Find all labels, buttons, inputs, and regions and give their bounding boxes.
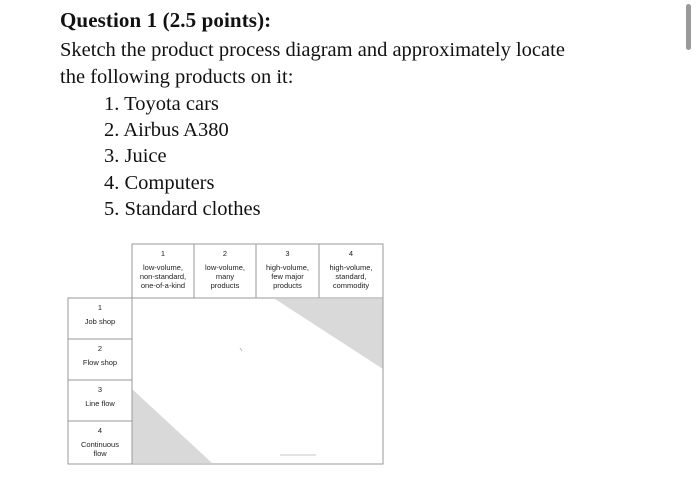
column-line-2: standard, xyxy=(335,272,367,281)
column-line-3: products xyxy=(273,281,302,290)
row-header xyxy=(68,385,132,408)
item-number: 4. xyxy=(104,171,120,194)
question-heading: Question 1 (2.5 points): xyxy=(60,8,272,32)
row-line-2: flow xyxy=(93,449,107,458)
item-text: Juice xyxy=(124,145,167,168)
row-number: 4 xyxy=(97,426,103,435)
prompt-line-1: Sketch the product process diagram and approximately locate xyxy=(60,39,565,61)
row-header xyxy=(68,303,132,326)
row-number: 1 xyxy=(97,303,103,312)
item-text: Computers xyxy=(124,171,215,194)
column-number: 1 xyxy=(160,249,166,258)
column-header xyxy=(319,249,383,290)
column-line-1: low-volume, xyxy=(142,263,183,272)
column-line-1: low-volume, xyxy=(204,263,245,272)
item-number: 2. xyxy=(104,119,120,142)
column-header xyxy=(256,249,319,290)
row-number: 2 xyxy=(97,344,103,353)
column-number: 2 xyxy=(222,249,228,258)
shaded-bottom-left xyxy=(132,389,212,463)
row-header xyxy=(68,344,132,367)
item-number: 3. xyxy=(104,145,120,168)
row-line-1: Continuous xyxy=(81,440,119,449)
row-number: 3 xyxy=(97,385,103,394)
column-line-2: non-standard, xyxy=(139,272,187,281)
item-text: Airbus A380 xyxy=(123,119,229,142)
column-line-3: one-of-a-kind xyxy=(140,281,186,290)
column-line-2: many xyxy=(215,272,235,281)
column-line-2: few major xyxy=(271,272,304,281)
item-text: Standard clothes xyxy=(124,197,261,220)
shaded-top-right xyxy=(275,299,383,369)
row-header xyxy=(68,426,132,458)
row-line-1: Line flow xyxy=(85,399,115,408)
row-line-1: Job shop xyxy=(84,317,116,326)
item-text: Toyota cars xyxy=(124,93,219,115)
column-line-3: commodity xyxy=(332,281,370,290)
item-number: 5. xyxy=(104,197,120,220)
prompt-line-2: the following products on it: xyxy=(60,66,294,88)
item-number: 1. xyxy=(104,93,120,115)
column-line-1: high-volume, xyxy=(329,263,373,272)
row-line-1: Flow shop xyxy=(82,358,118,367)
column-number: 4 xyxy=(348,249,354,258)
column-header xyxy=(194,249,256,290)
column-number: 3 xyxy=(285,249,290,258)
column-line-1: high-volume, xyxy=(266,263,309,272)
column-line-3: products xyxy=(210,281,240,290)
column-header xyxy=(132,249,194,290)
